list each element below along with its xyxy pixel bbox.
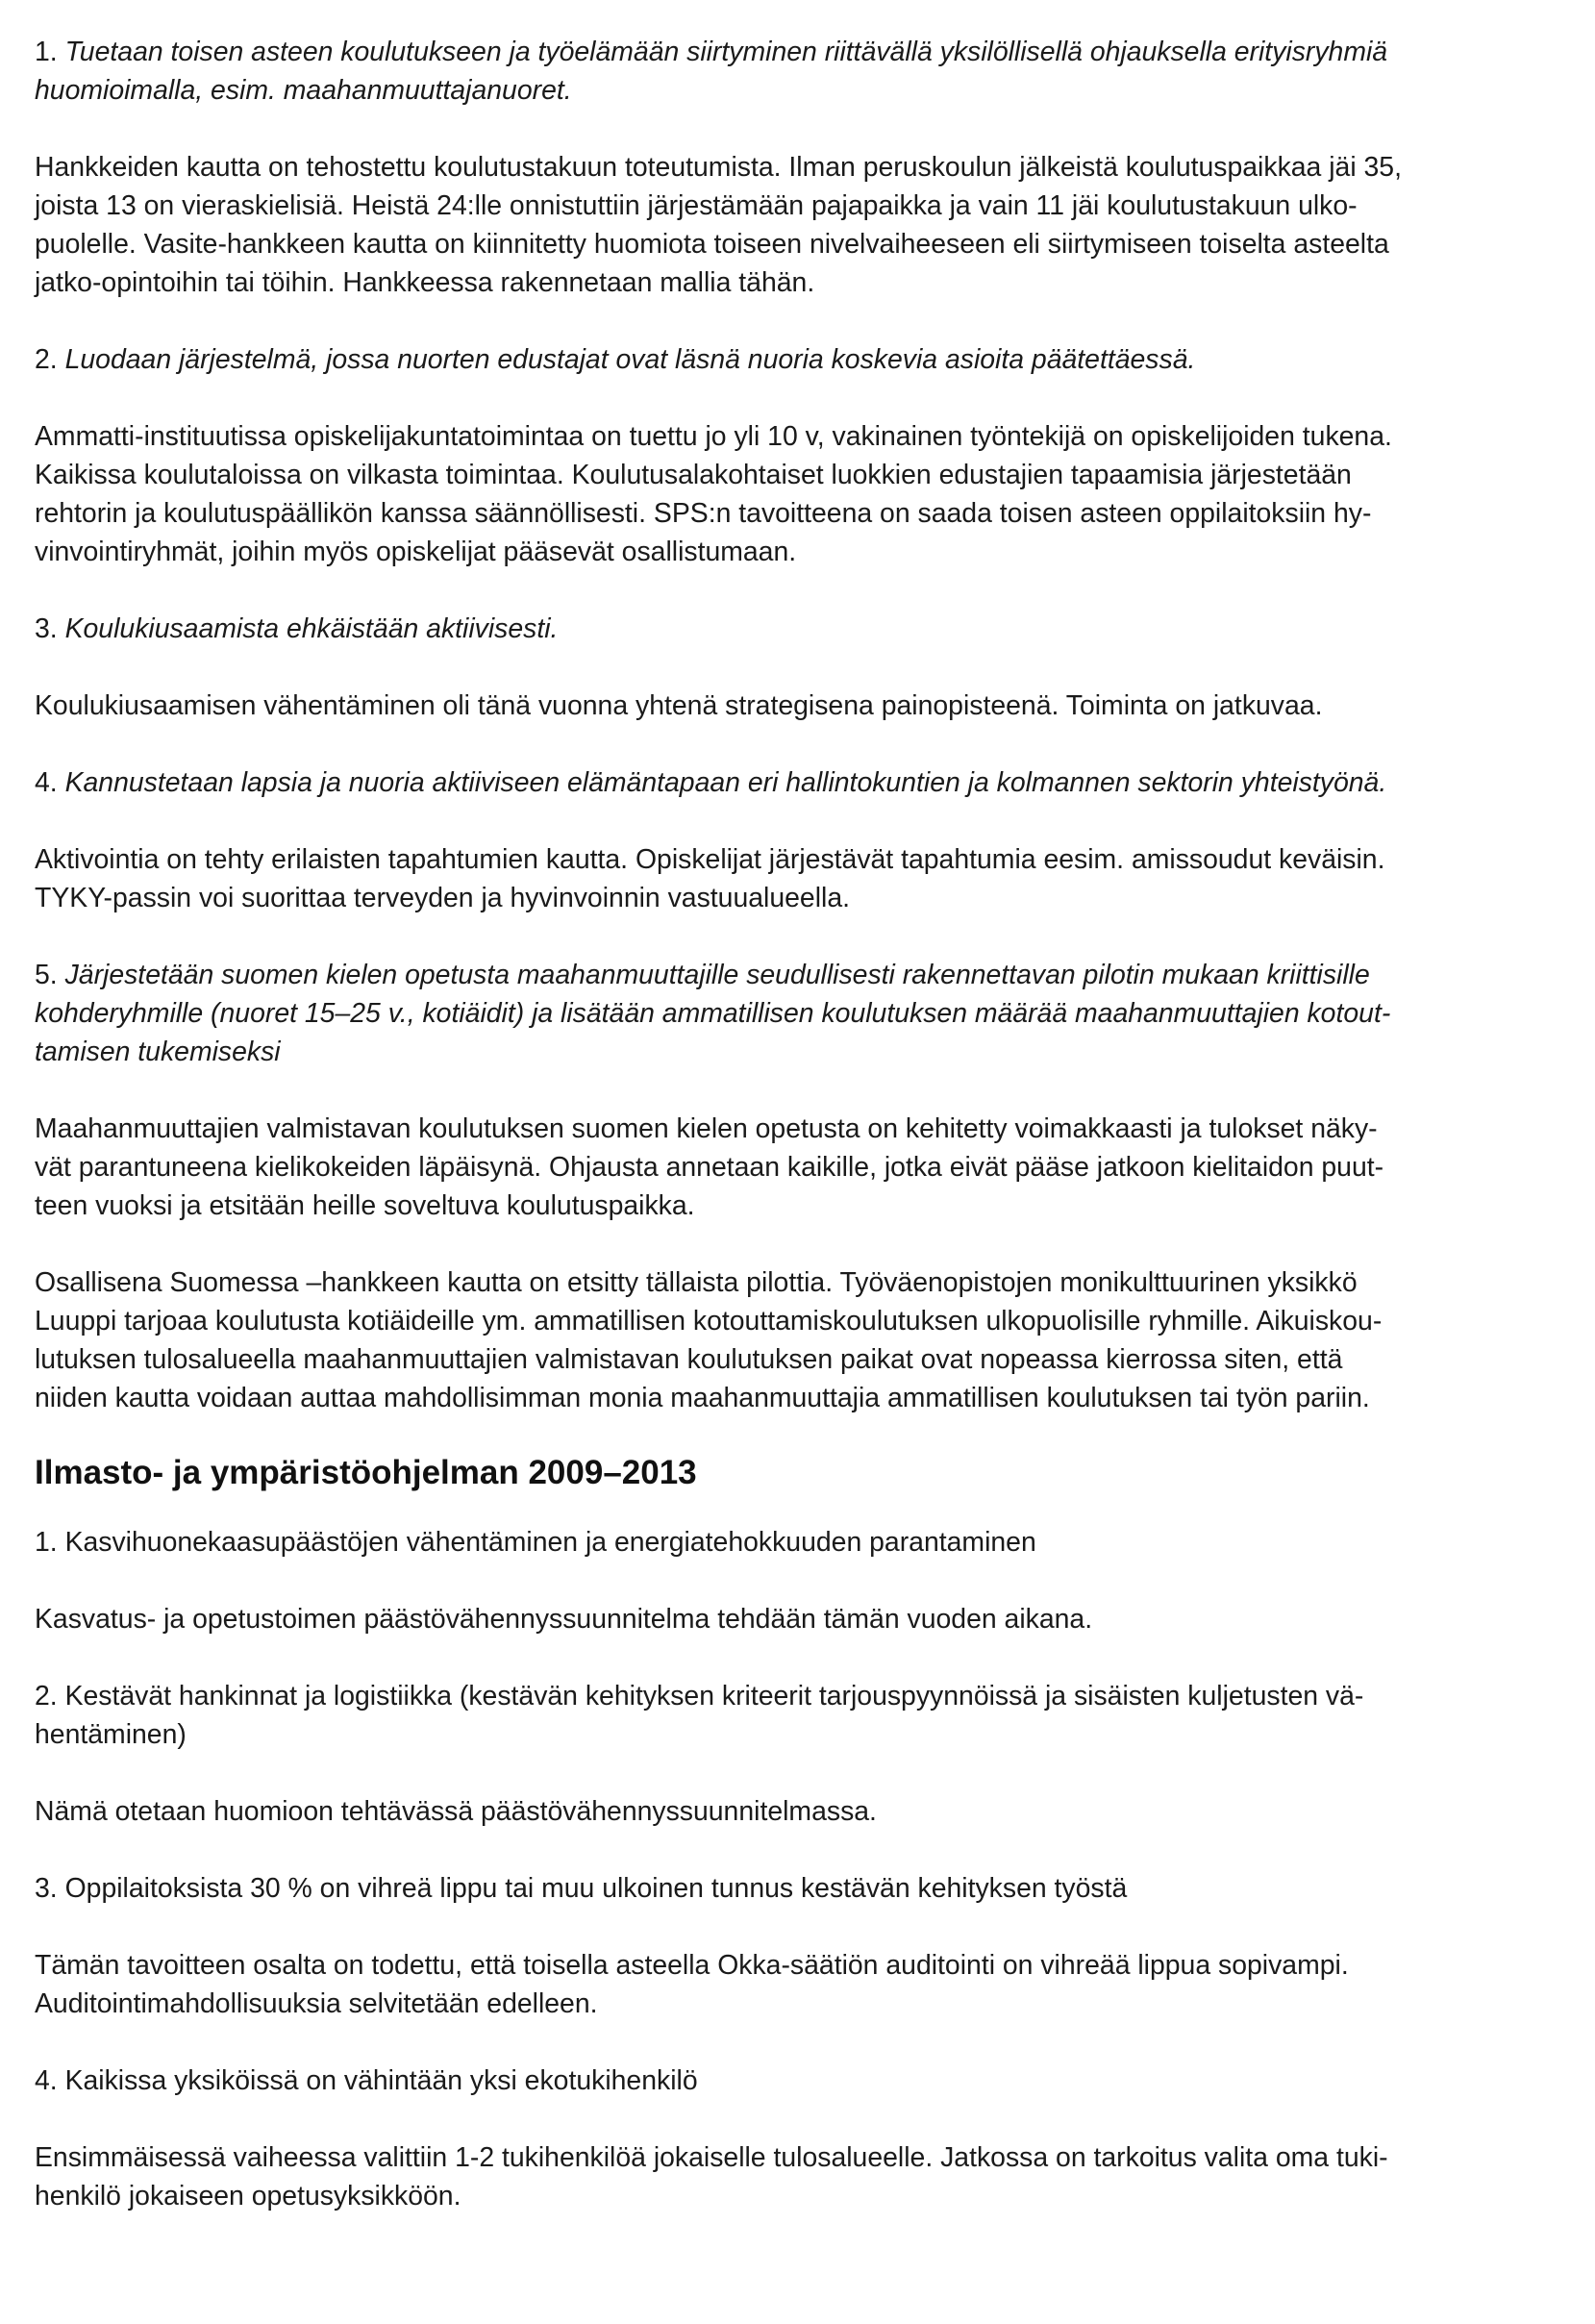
text-line: 4. Kaikissa yksiköissä on vähintään yksi ekotukihenkilö (35, 2065, 698, 2096)
response-5b (35, 1263, 1563, 1417)
env-response-1 (35, 1600, 1563, 1638)
goal-number: 1. (35, 37, 58, 67)
text-line: Aktivointia on tehty erilaisten tapahtumien kautta. Opiskelijat järjestävät tapahtumia eesim. amissoudut keväisin. (35, 844, 1385, 875)
text-line: vät parantuneena kielikokeiden läpäisynä. Ohjausta annetaan kaikille, jotka eivät pääse jatkoon kielitaidon puut- (35, 1152, 1384, 1183)
text-line: niiden kautta voidaan auttaa mahdollisimman monia maahanmuuttajia ammatillisen koulutuksen tai työn pariin. (35, 1383, 1370, 1413)
env-item-3 (35, 1869, 1563, 1908)
text-line: teen vuoksi ja etsitään heille soveltuva koulutuspaikka. (35, 1190, 695, 1221)
env-item-1 (35, 1523, 1563, 1562)
text-line: Koulukiusaamisen vähentäminen oli tänä vuonna yhtenä strategisena painopisteenä. Toiminta on jatkuvaa. (35, 690, 1323, 721)
goal-text-line: kohderyhmille (nuoret 15–25 v., kotiäidit) ja lisätään ammatillisen koulutuksen määrää maahanmuuttajien kotout- (35, 998, 1391, 1029)
response-1 (35, 148, 1563, 302)
env-response-3 (35, 1946, 1563, 2023)
goal-text-line: tamisen tukemiseksi (35, 1037, 281, 1067)
response-3 (35, 687, 1563, 725)
goal-text-line: huomioimalla, esim. maahanmuuttajanuoret. (35, 75, 572, 106)
env-item-4 (35, 2062, 1563, 2100)
text-line: 3. Oppilaitoksista 30 % on vihreä lippu tai muu ulkoinen tunnus kestävän kehityksen työstä (35, 1873, 1128, 1904)
response-2 (35, 417, 1563, 571)
response-4 (35, 840, 1563, 917)
text-line: Kasvatus- ja opetustoimen päästövähennyssuunnitelma tehdään tämän vuoden aikana. (35, 1604, 1093, 1635)
text-line: 2. Kestävät hankinnat ja logistiikka (kestävän kehityksen kriteerit tarjouspyynnöissä ja sisäisten kuljetusten vä- (35, 1681, 1364, 1712)
text-line: Hankkeiden kautta on tehostettu koulutustakuun toteutumista. Ilman peruskoulun jälkeistä koulutuspaikkaa jäi 35, (35, 152, 1402, 183)
text-line: 1. Kasvihuonekaasupäästöjen vähentäminen ja energiatehokkuuden parantaminen (35, 1527, 1036, 1558)
text-line: henkilö jokaiseen opetusyksikköön. (35, 2181, 461, 2212)
text-line: Osallisena Suomessa –hankkeen kautta on etsitty tällaista pilottia. Työväenopistojen monikulttuurinen yksikkö (35, 1267, 1358, 1298)
text-line: Maahanmuuttajien valmistavan koulutuksen suomen kielen opetusta on kehitetty voimakkaasti ja tulokset näky- (35, 1113, 1378, 1144)
text-line: jatko-opintoihin tai töihin. Hankkeessa rakennetaan mallia tähän. (35, 267, 815, 298)
text-line: joista 13 on vieraskielisiä. Heistä 24:lle onnistuttiin järjestämään pajapaikka ja vain 11 jäi koulutustakuun ulko- (35, 190, 1358, 221)
env-response-4 (35, 2138, 1563, 2215)
text-line: Ammatti-instituutissa opiskelijakuntatoimintaa on tuettu jo yli 10 v, vakinainen työntekijä on opiskelijoiden tukena. (35, 421, 1392, 452)
goal-text-line: Koulukiusaamista ehkäistään aktiivisesti. (64, 613, 559, 644)
section-heading: Ilmasto- ja ympäristöohjelman 2009–2013 (35, 1454, 697, 1491)
text-line: Tämän tavoitteen osalta on todettu, että toisella asteella Okka-säätiön auditointi on vihreää lippua sopivampi. (35, 1950, 1349, 1981)
goal-number: 3. (35, 613, 58, 644)
goal-text-line: Tuetaan toisen asteen koulutukseen ja työelämään siirtyminen riittävällä yksilöllisellä ohjauksella erityisryhmiä (64, 37, 1388, 67)
goal-5 (35, 956, 1563, 1071)
text-line: Kaikissa koulutaloissa on vilkasta toimintaa. Koulutusalakohtaiset luokkien edustajien tapaamisia järjestetään (35, 460, 1352, 490)
text-line: lutuksen tulosalueella maahanmuuttajien valmistavan koulutuksen paikat ovat nopeassa kierrossa siten, että (35, 1344, 1343, 1375)
response-5a (35, 1110, 1563, 1225)
text-line: hentäminen) (35, 1719, 187, 1750)
text-line: Ensimmäisessä vaiheessa valittiin 1-2 tukihenkilöä jokaiselle tulosalueelle. Jatkossa on tarkoitus valita oma tuki- (35, 2142, 1388, 2173)
text-line: Luuppi tarjoaa koulutusta kotiäideille ym. ammatillisen kotouttamiskoulutuksen ulkopuolisille ryhmille. Aikuiskou- (35, 1306, 1383, 1337)
text-line: vinvointiryhmät, joihin myös opiskelijat pääsevät osallistumaan. (35, 537, 797, 567)
text-line: Nämä otetaan huomioon tehtävässä päästövähennyssuunnitelmassa. (35, 1796, 877, 1827)
goal-number: 5. (35, 960, 58, 990)
goal-3 (35, 610, 1563, 648)
goal-number: 2. (35, 344, 58, 375)
text-line: puolelle. Vasite-hankkeen kautta on kiinnitetty huomiota toiseen nivelvaiheeseen eli siirtymiseen toiselta asteelta (35, 229, 1389, 260)
goal-number: 4. (35, 767, 58, 798)
env-item-2 (35, 1677, 1563, 1754)
goal-2 (35, 340, 1563, 379)
goal-1 (35, 33, 1563, 110)
goal-4 (35, 763, 1563, 802)
document-page (35, 33, 1563, 2215)
text-line: Auditointimahdollisuuksia selvitetään edelleen. (35, 1988, 598, 2019)
goal-text-line: Järjestetään suomen kielen opetusta maahanmuuttajille seudullisesti rakennettavan pilotin mukaan kriittisille (64, 960, 1370, 990)
env-response-2 (35, 1792, 1563, 1831)
goal-text-line: Kannustetaan lapsia ja nuoria aktiiviseen elämäntapaan eri hallintokuntien ja kolmannen sektorin yhteistyönä. (64, 767, 1387, 798)
goal-text-line: Luodaan järjestelmä, jossa nuorten edustajat ovat läsnä nuoria koskevia asioita päätettäessä. (64, 344, 1196, 375)
text-line: rehtorin ja koulutuspäällikön kanssa säännöllisesti. SPS:n tavoitteena on saada toisen asteen oppilaitoksiin hy- (35, 498, 1372, 529)
text-line: TYKY-passin voi suorittaa terveyden ja hyvinvoinnin vastuualueella. (35, 883, 851, 913)
